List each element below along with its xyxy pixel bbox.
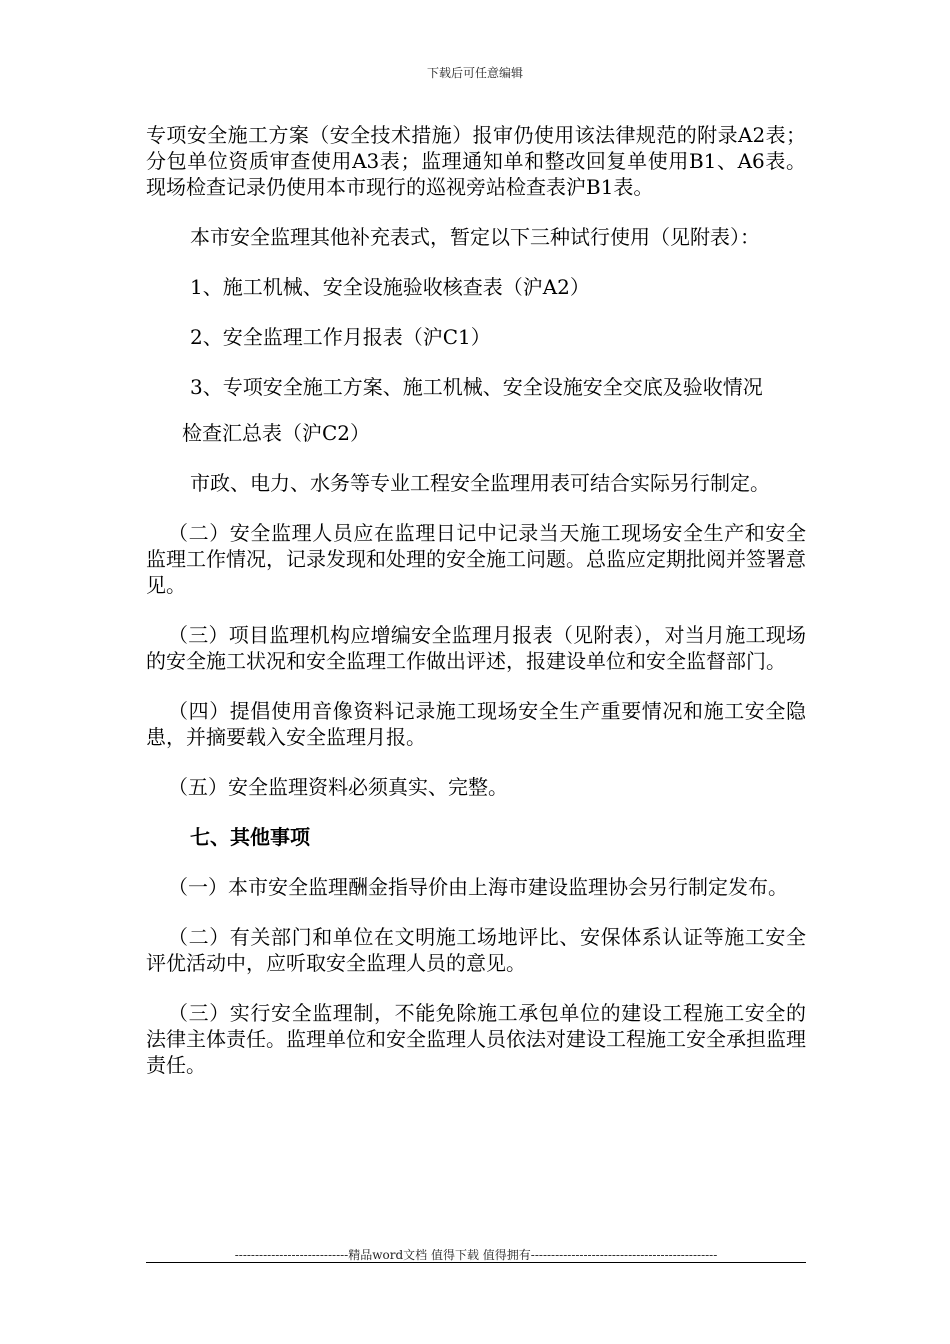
list-item-form-a2: 1、施工机械、安全设施验收核查表（沪A2） [190, 275, 590, 299]
paragraph-forms-usage: 专项安全施工方案（安全技术措施）报审仍使用该法律规范的附录A2表；分包单位资质审查使用A3表；监理通知单和整改回复单使用B1、A6表。现场检查记录仍使用本市现行的巡视旁站检查表沪B1表。 [146, 123, 806, 199]
list-item-form-c2: 3、专项安全施工方案、施工机械、安全设施安全交底及验收情况 [190, 375, 763, 399]
section-heading-other-matters: 七、其他事项 [190, 825, 310, 849]
paragraph-other-one: （一）本市安全监理酬金指导价由上海市建设监理协会另行制定发布。 [168, 875, 788, 899]
paragraph-other-three: （三）实行安全监理制，不能免除施工承包单位的建设工程施工安全的法律主体责任。监理单位和安全监理人员依法对建设工程施工安全承担监理责任。 [146, 1001, 806, 1077]
paragraph-section-two: （二）安全监理人员应在监理日记中记录当天施工现场安全生产和安全监理工作情况，记录发现和处理的安全施工问题。总监应定期批阅并签署意见。 [146, 521, 806, 597]
list-item-form-c2-continued: 检查汇总表（沪C2） [182, 421, 371, 445]
paragraph-supplementary-forms: 本市安全监理其他补充表式，暂定以下三种试行使用（见附表）： [190, 225, 760, 249]
page-header-note: 下载后可任意编辑 [426, 66, 523, 80]
document-body [146, 122, 806, 1102]
paragraph-section-four: （四）提倡使用音像资料记录施工现场安全生产重要情况和施工安全隐患，并摘要载入安全监理月报。 [146, 699, 806, 749]
paragraph-section-three: （三）项目监理机构应增编安全监理月报表（见附表），对当月施工现场的安全施工状况和安全监理工作做出评述，报建设单位和安全监督部门。 [146, 623, 806, 673]
paragraph-specialty-forms: 市政、电力、水务等专业工程安全监理用表可结合实际另行制定。 [190, 471, 770, 495]
paragraph-section-five: （五）安全监理资料必须真实、完整。 [168, 775, 508, 799]
list-item-form-c1: 2、安全监理工作月报表（沪C1） [190, 325, 491, 349]
paragraph-other-two: （二）有关部门和单位在文明施工场地评比、安保体系认证等施工安全评优活动中，应听取安全监理人员的意见。 [146, 925, 806, 975]
footer-divider [146, 1262, 806, 1263]
page-footer-note: ----------------------------精品word文档 值得下载 值得拥有---------------------------------------------- [234, 1248, 718, 1262]
